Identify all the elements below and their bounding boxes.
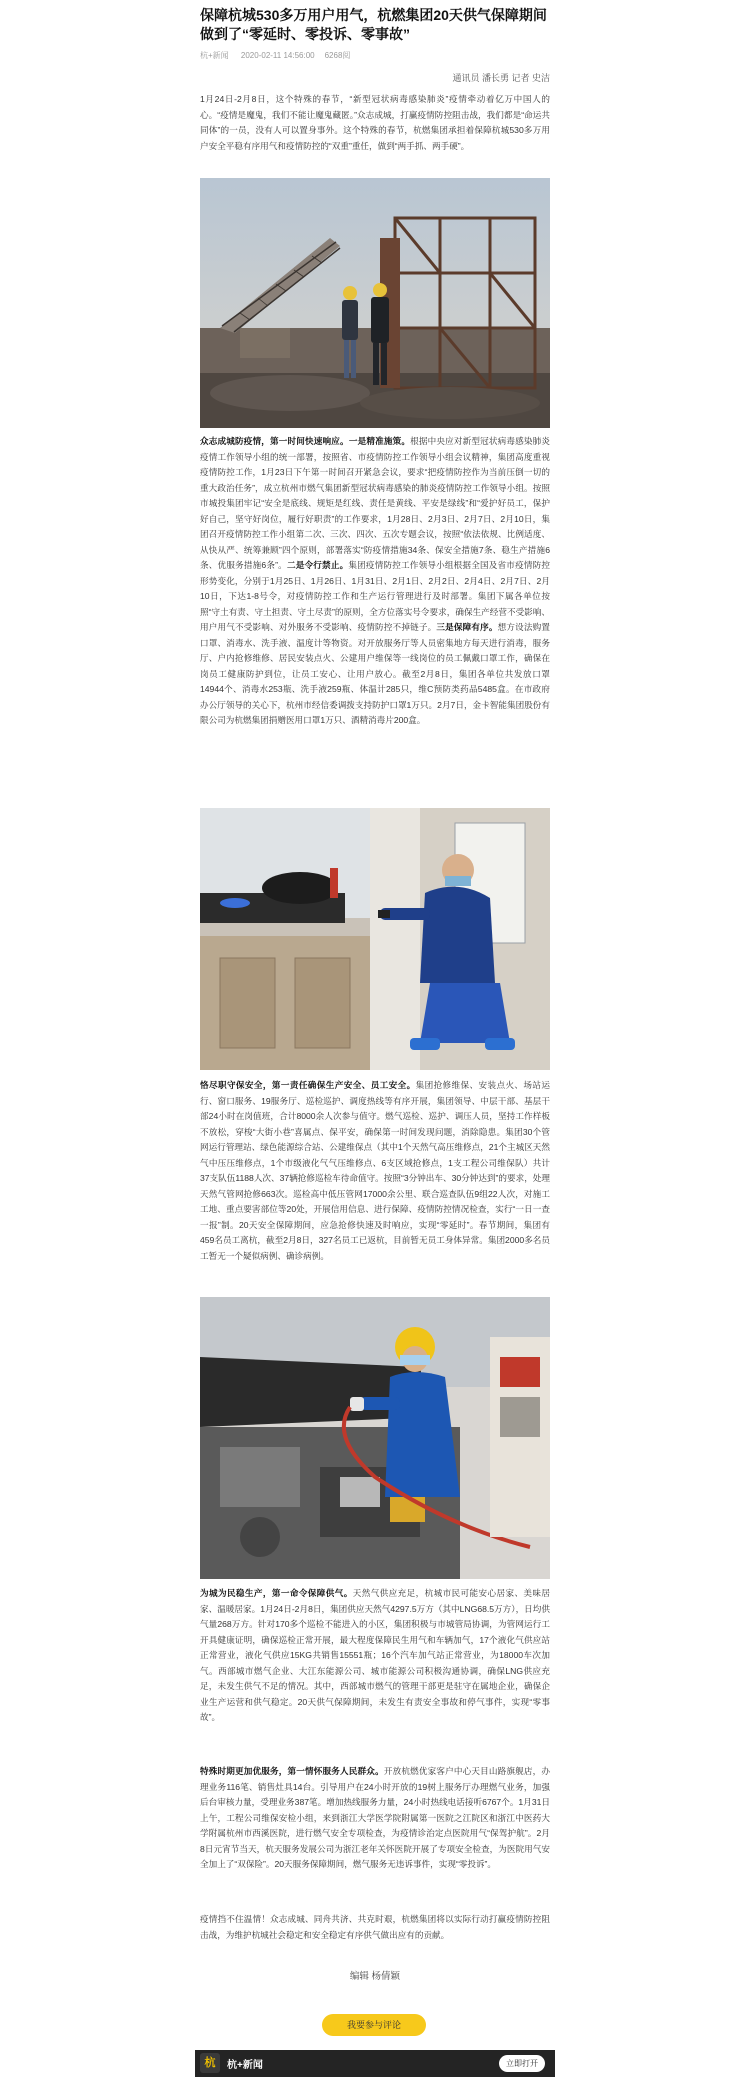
photo-gas-stove-inspection [200, 808, 550, 1070]
section3-heading: 为城为民稳生产，第一命令保障供气。 [200, 1588, 353, 1598]
section2-heading: 恪尽职守保安全，第一责任确保生产安全、员工安全。 [200, 1080, 416, 1090]
closing-paragraph: 疫情挡不住温情！众志成城、同舟共济、共克时艰，杭燃集团将以实际行动打赢疫情防控阻击战，为维护杭城社会稳定和安全稳定有序供气做出应有的贡献。 [200, 1914, 550, 1940]
section1-point2: 二是令行禁止。 [286, 560, 349, 570]
section1-body: 根据中央应对新型冠状病毒感染肺炎疫情工作领导小组的统一部署，按照省、市疫情防控工作领导小组会议精神，集团高度重视疫情防控工作，1月23日下午第一时间召开紧急会议，要求“把疫情防控作为当前压倒一切的重大政治任务”，成立杭州市燃气集团新型冠状病毒感染的肺炎疫情防控工作领导小组。按照市城投集团牢记“安全是底线、规矩是红线、责任是黄线、平安是绿线”和“爱护好员工，保护好自己，坚守好岗位，履行好职责”的工作要求，1月28日、2月3日、2月7日、2月10日，集团召开疫情防控工作小组第二次、三次、四次、五次专题会议，按照“依法依规、比例适度、从快从严、统筹兼顾”四个原则，部署落实“防疫情措施34条、保安全措施7条、稳生产措施6条、优服务措施6条”。 [200, 436, 550, 570]
section3-paragraph [200, 1586, 550, 1726]
app-name: 杭+新闻 [227, 2060, 263, 2071]
section2-body: 集团抢修维保、安装点火、场站运行、窗口服务、19服务厅、巡检巡护、调度热线等有序开展，集团领导、中层干部、基层干部24小时在岗值班，合计8000余人次参与值守。燃气巡检、巡护、调压人员，坚持工作样板不放松，穿梭“大街小巷”喜属点、保平安，确保第一时间发现问题，消除隐患。集团30个管网运行管理站、绿色能源综合站、公建维保点（其中1个天然气高压维修点，21个主城区天然气中压压维修点，1个市级液化气气压维修点、6支区域抢修点，1支工程公司维保队）共计37支队伍1188人次、37辆抢修巡检车待命值守。按照“3分钟出车、30分钟达到”的要求，处理天然气管网抢修663次。巡检高中低压管网17000余公里、联合巡查队伍9组22人次，对施工工地、重点要害部位等20处，开展信用信息、进行保障、疫情防控情况检查，实行“一日一查一报”制。20天安全保障期间，应急抢修快速及时响应，实现“零延时”。春节期间，集团有459名员工离杭，截至2月8日，327名员工已返杭，目前暂无员工身体异常。集团2000多名员工暂无一个疑似病例、确诊病例。 [200, 1080, 550, 1261]
editor-credit: 编辑 杨倩颖 [349, 1971, 401, 1982]
section1-body3: 想方设法购置口罩、消毒水、洗手液、温度计等物资。对开放服务厅等人员密集地方每天进行消毒，服务厅、户内抢修维修、居民安装点火、公建用户维保等一线岗位的员工佩戴口罩工作，确保在岗员工健康防护到位，让员工安心、让用户放心。截至2月8日，集团各单位共发放口罩14944个、消毒水253瓶、洗手液259瓶、体温计285只，维C预防类药品5485盒。在市政府办公厅领导的关心下，杭州市经信委调拨支持防护口罩1万只。2月7日，金卡智能集团股份有限公司为杭燃集团捐赠医用口罩1万只、酒精消毒片200盒。 [200, 622, 550, 725]
section1-body2: 集团疫情防控工作领导小组根据全国及省市疫情防控形势变化，分别于1月25日、1月26日、1月31日、2月1日、2月2日、2月4日、2月7日、2月10日，下达1-8号令，对疫情防控工作和生产运行管理进行及时部署。集团下属各单位按照“守土有责、守土担责、守土尽责”的原则，全方位落实号令要求，确保生产经营不受影响、用户用气不受影响、对外服务不受影响、疫情防控不掉链子。 [200, 560, 550, 632]
article-date: 2020-02-11 14:56:00 [240, 51, 315, 60]
section4-paragraph [200, 1764, 550, 1873]
section1-paragraph [200, 434, 550, 729]
comment-button[interactable]: 我要参与评论 [322, 2014, 426, 2036]
section3-body: 天然气供应充足，杭城市民可能安心居家、美味居家、温暖居家。1月24日-2月8日，集团供应天然气4297.5万方（其中LNG68.5万方），日均供气量268万方。针对170多个巡检不能进入的小区，集团积极与市城管局协调，为管网运行工开具健康证明，确保巡检正常开展，最大程度保障民生用气和车辆加气，17个液化气供应站正常营业，液化气供应15KG共销售15551瓶；16个汽车加气站正常营业，为18000车次加气。西部城市燃气企业、大江东能源公司、城市能源公司积极沟通协调，确保LNG供应充足，未发生供气不足的情况。其中，西部城市燃气的管理干部更是驻守在属地企业，确保企业生产运营和供气稳定。20天供气保障期间，未发生有责安全事故和停气事件，实现“零事故”。 [200, 1588, 550, 1722]
article-title: 保障杭城530多万用户用气，杭燃集团20天供气保障期间做到了“零延时、零投诉、零事故” [200, 7, 547, 42]
section4-body: 开放杭燃优家客户中心天目山路旗舰店，办理业务116笔、销售灶具14台。引导用户在24小时开放的19树上服务厅办理燃气业务，加强后台审核力量，受理业务387笔。增加热线服务力量，24小时热线电话接听6767个。1月31日上午，工程公司维保安检小组，来到浙江大学医学院附属第一医院之江院区和浙江中医药大学附属杭州市西溪医院，进行燃气安全专项检查，为疫情诊治定点医院用气“保驾护航”。2月8日元宵节当天，杭天服务发展公司为浙江老年关怀医院开展了专项安全检查，为医院用气安全加上了“双保险”。20天服务保障期间，燃气服务无违诉事件，实现“零投诉”。 [200, 1766, 550, 1869]
intro-paragraph: 1月24日-2月8日，这个特殊的春节，“新型冠状病毒感染肺炎”疫情牵动着亿万中国人的心。“疫情是魔鬼，我们不能让魔鬼藏匿。”众志成城，打赢疫情防控阻击战，我们都是“命运共同体”的一员，没有人可以置身事外。这个特殊的春节，杭燃集团承担着保障杭城530多万用户安全平稳有序用气和疫情防控的“双重”重任，做到“两手抓、两手硬”。 [200, 94, 550, 151]
app-download-bar [195, 2050, 555, 2077]
article-source: 杭+新闻 [200, 51, 229, 60]
article-meta [200, 50, 550, 61]
open-app-button[interactable]: 立即打开 [499, 2055, 545, 2072]
section1-heading: 众志成城防疫情，第一时间快速响应。 [200, 436, 349, 446]
section1-point3: 三是保障有序。 [436, 622, 498, 632]
section4-heading: 特殊时期更加优服务，第一情怀服务人民群众。 [200, 1766, 384, 1776]
section2-paragraph [200, 1078, 550, 1264]
app-logo: 杭 [200, 2053, 220, 2073]
section1-subheading: 一是精准施策。 [348, 436, 411, 446]
article-byline: 通讯员 潘长勇 记者 史洁 [452, 73, 550, 83]
photo-construction-site [200, 178, 550, 428]
photo-vehicle-refueling [200, 1297, 550, 1579]
article-views: 6268阅 [324, 51, 351, 60]
